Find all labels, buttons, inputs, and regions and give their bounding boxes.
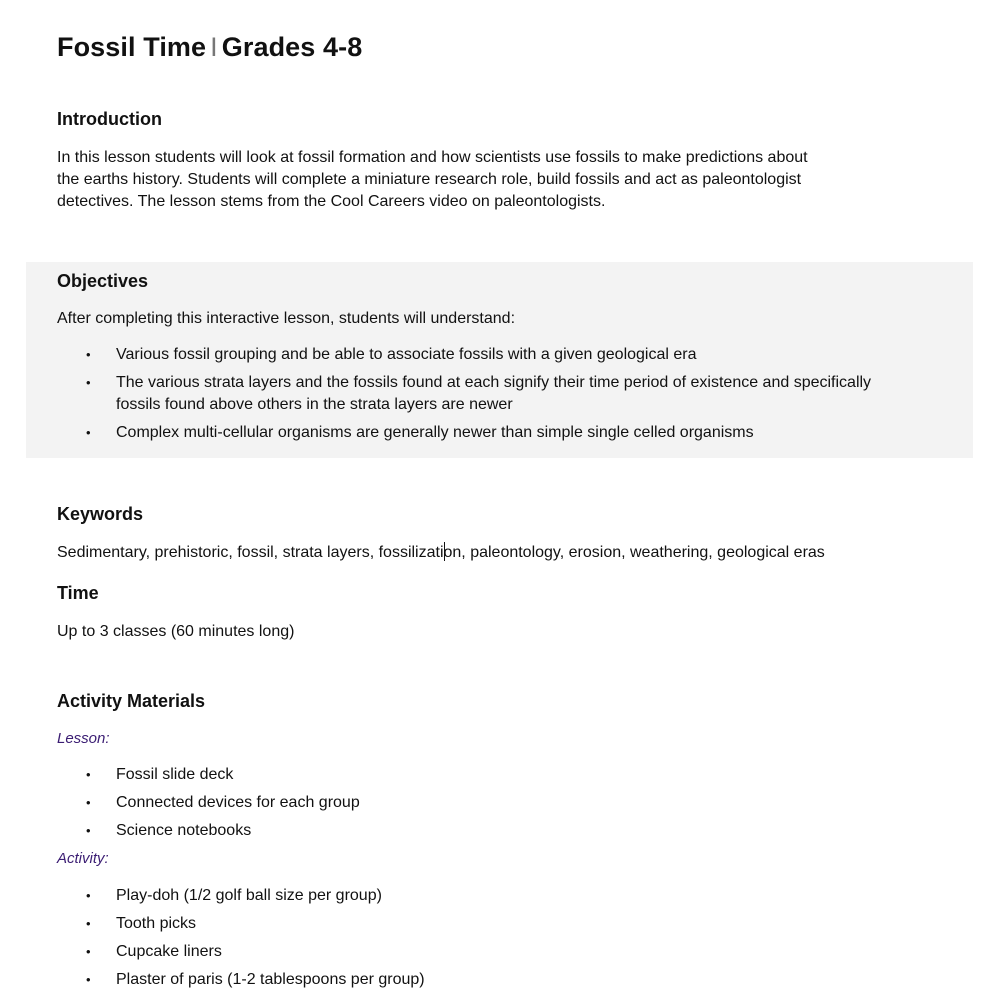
title-grades: Grades 4-8 bbox=[221, 32, 363, 62]
keywords-text[interactable]: Sedimentary, prehistoric, fossil, strata layers, fossilization, paleontology, erosion, weathering, geological eras bbox=[57, 544, 825, 561]
introduction-paragraph[interactable] bbox=[57, 147, 957, 213]
activity-materials-list bbox=[0, 885, 425, 997]
title-separator: I bbox=[210, 32, 218, 62]
objective-item[interactable]: • Various fossil grouping and be able to associate fossils with a given geological era bbox=[0, 344, 871, 366]
list-item[interactable]: • Plaster of paris (1-2 tablespoons per group) bbox=[0, 969, 425, 991]
objectives-lead[interactable]: After completing this interactive lesson, students will understand: bbox=[57, 310, 516, 327]
time-text[interactable]: Up to 3 classes (60 minutes long) bbox=[57, 623, 295, 640]
keywords-heading: Keywords bbox=[57, 504, 144, 524]
title-main: Fossil Time bbox=[57, 32, 207, 62]
page-title bbox=[57, 28, 362, 66]
list-item[interactable]: • Fossil slide deck bbox=[0, 764, 360, 786]
materials-heading: Activity Materials bbox=[57, 691, 206, 711]
activity-label: Activity: bbox=[57, 850, 109, 867]
objectives-list bbox=[0, 344, 871, 450]
lesson-label: Lesson: bbox=[57, 730, 110, 747]
list-item[interactable]: • Science notebooks bbox=[0, 820, 360, 842]
objective-item[interactable]: • The various strata layers and the fossils found at each signify their time period of existence and specifically fossils found above others in the strata layers are newer bbox=[0, 372, 871, 416]
lesson-materials-list bbox=[0, 764, 360, 848]
list-item[interactable]: • Play-doh (1/2 golf ball size per group) bbox=[0, 885, 425, 907]
time-heading: Time bbox=[57, 583, 99, 603]
objective-item[interactable]: • Complex multi-cellular organisms are generally newer than simple single celled organisms bbox=[0, 422, 871, 444]
introduction-line-1: In this lesson students will look at fossil formation and how scientists use fossils to make predictions about bbox=[57, 149, 808, 166]
introduction-line-3: detectives. The lesson stems from the Cool Careers video on paleontologists. bbox=[57, 193, 606, 210]
introduction-heading: Introduction bbox=[57, 109, 162, 129]
objectives-heading: Objectives bbox=[57, 271, 149, 291]
list-item[interactable]: • Connected devices for each group bbox=[0, 792, 360, 814]
introduction-line-2: the earths history. Students will complete a miniature research role, build fossils and act as paleontologist bbox=[57, 171, 802, 188]
list-item[interactable]: • Cupcake liners bbox=[0, 941, 425, 963]
list-item[interactable]: • Tooth picks bbox=[0, 913, 425, 935]
